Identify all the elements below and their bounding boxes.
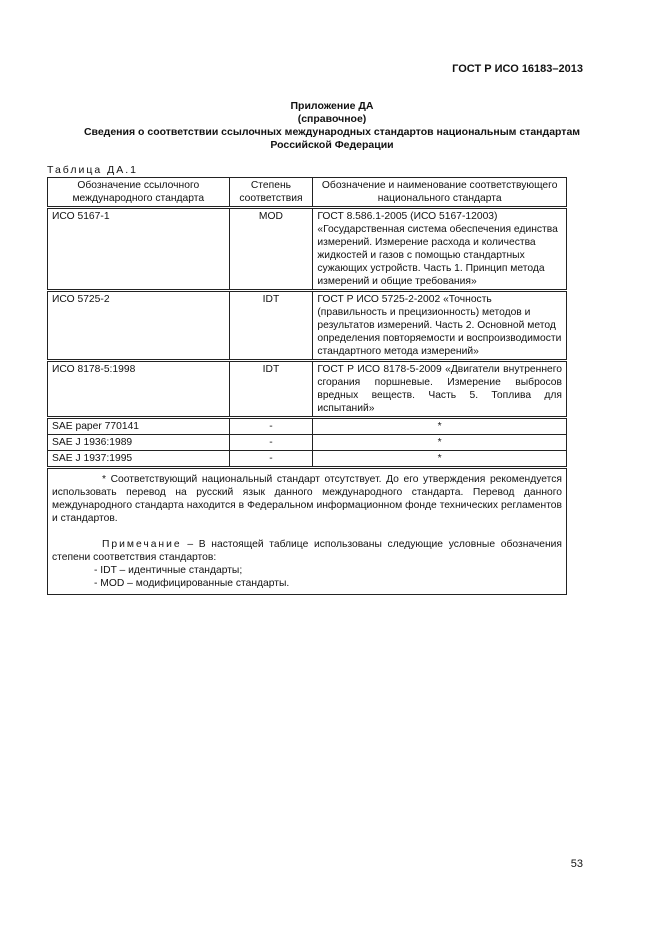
degree-cell: - [229,418,313,435]
reference-cell: ИСО 8178-5:1998 [48,361,230,418]
appendix-heading [47,100,617,152]
reference-cell: SAE J 1937:1995 [48,451,230,468]
appendix-title: Приложение ДА [290,100,374,112]
appendix-subject-cont: Российской Федерации [270,139,394,151]
note-item: - MOD – модифицированные стандарты. [94,578,290,589]
page-number: 53 [570,858,583,870]
degree-cell: - [229,435,313,451]
note-text: – В настоящей таблице использованы следующие условные обозначения степени соответствия стандартов: [52,539,562,563]
document-code: ГОСТ Р ИСО 16183–2013 [452,63,583,75]
reference-cell: SAE J 1936:1989 [48,435,230,451]
table-header-row [48,178,567,208]
national-standard-cell: ГОСТ Р ИСО 8178-5-2009 «Двигатели внутреннего сгорания поршневые. Измерение выбросов вредных веществ. Часть 5. Топлива для испытаний» [313,361,567,418]
table-row [48,208,567,291]
table-row [48,291,567,361]
national-standard-cell: * [313,418,567,435]
table-row [48,435,567,451]
national-standard-cell: * [313,435,567,451]
degree-cell: IDT [229,291,313,361]
national-standard-cell: ГОСТ 8.586.1-2005 (ИСО 5167-12003) «Государственная система обеспечения единства измерений. Измерение расхода и количества жидкостей и газов с помощью стандартных сужающих устройств. Часть 1. Принцип метода измерений и общие требования» [313,208,567,291]
degree-cell: - [229,451,313,468]
note-label: Примечание [102,539,182,550]
reference-cell: ИСО 5167-1 [48,208,230,291]
standards-table [47,177,567,595]
table-row [48,418,567,435]
column-header-reference: Обозначение ссылочного международного стандарта [48,178,230,208]
column-header-national: Обозначение и наименование соответствующего национального стандарта [313,178,567,208]
note [52,538,562,564]
degree-cell: MOD [229,208,313,291]
national-standard-cell: * [313,451,567,468]
national-standard-cell: ГОСТ Р ИСО 5725-2-2002 «Точность (правильность и прецизионность) методов и результатов измерений. Часть 2. Основной метод определения повторяемости и воспроизводимости стандартного метода измерений» [313,291,567,361]
reference-cell: SAE paper 770141 [48,418,230,435]
table-label: Таблица ДА.1 [47,164,138,176]
column-header-degree: Степень соответствия [229,178,313,208]
table-footer [48,468,567,595]
table-row [48,451,567,468]
degree-cell: IDT [229,361,313,418]
reference-cell: ИСО 5725-2 [48,291,230,361]
note-item: - IDT – идентичные стандарты; [94,565,243,576]
footnote: * Соответствующий национальный стандарт отсутствует. До его утверждения рекомендуется использовать перевод на русский язык данного международного стандарта. Перевод данного международного стандарта находится в Федеральном информационном фонде технических регламентов и стандартов. [52,474,562,524]
table-row [48,361,567,418]
table-footer-row [48,468,567,595]
appendix-subject: Сведения о соответствии ссылочных международных стандартов национальным стандартам [83,126,581,138]
appendix-status: (справочное) [297,113,367,125]
